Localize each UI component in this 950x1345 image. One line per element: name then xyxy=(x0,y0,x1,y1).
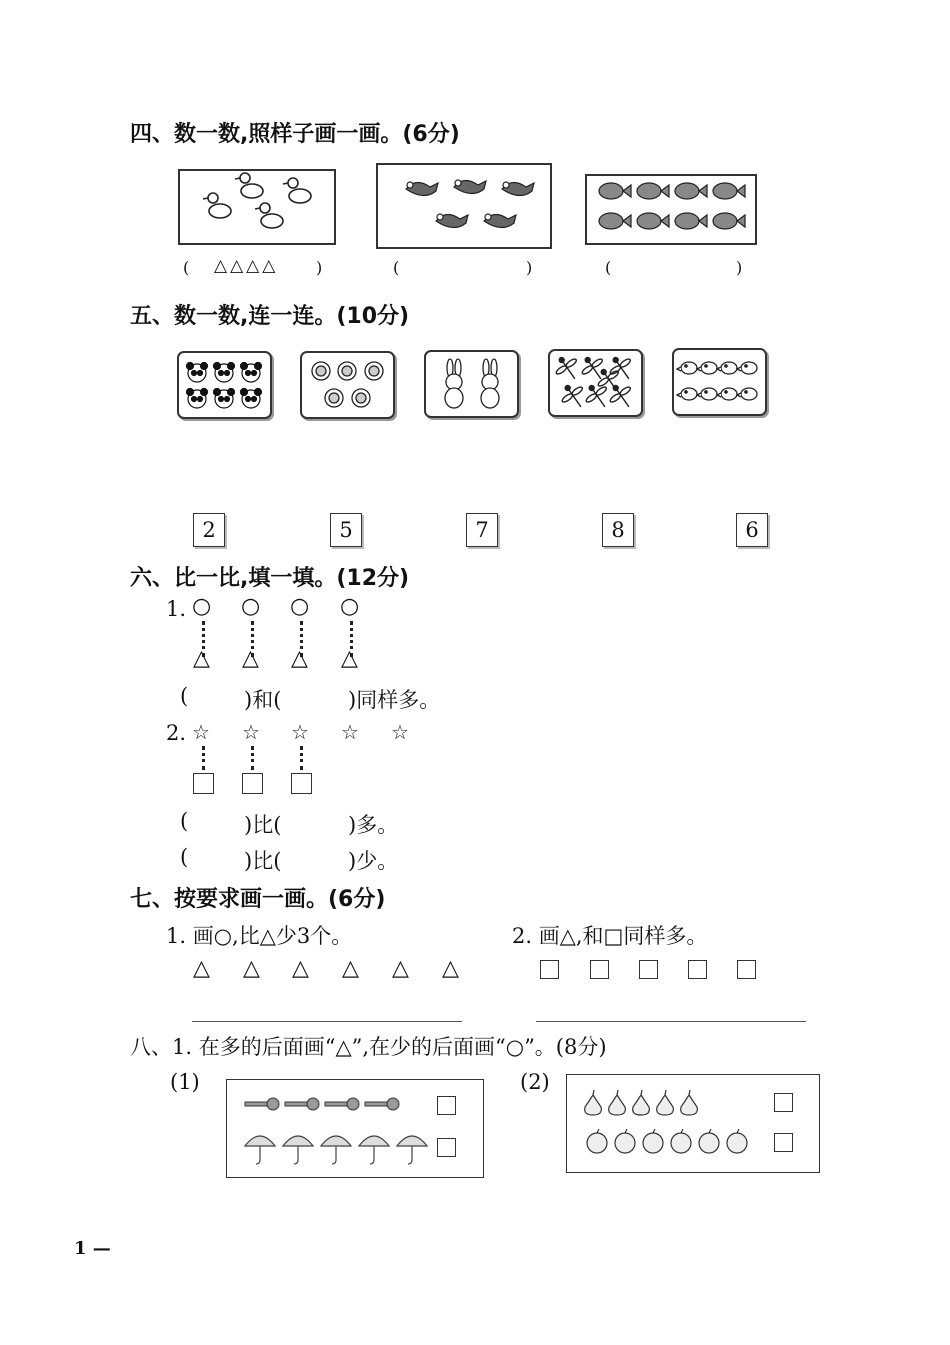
square xyxy=(737,960,756,979)
rabbits-card xyxy=(424,350,519,418)
star-2: ☆ xyxy=(242,720,260,744)
fish-picture-box xyxy=(585,174,757,245)
circle-1: ○ xyxy=(192,594,212,619)
answer-square-keys[interactable] xyxy=(437,1096,456,1115)
sheep-card xyxy=(300,351,395,419)
q2a-fill-open: ( xyxy=(180,809,189,833)
number-box-3[interactable]: 7 xyxy=(466,513,498,547)
answer-paren-close-2: ) xyxy=(526,258,533,277)
panda-icons xyxy=(179,353,270,417)
rabbit-icons xyxy=(426,352,517,416)
triangle: △ xyxy=(292,956,309,981)
section-7-title: 七、按要求画一画。(6分) xyxy=(130,887,386,912)
sheep-icons xyxy=(302,353,393,417)
number-box-4[interactable]: 8 xyxy=(602,513,634,547)
number-box-2[interactable]: 5 xyxy=(330,513,362,547)
number-box-5[interactable]: 6 xyxy=(736,513,768,547)
q2a-fill-end: )多。 xyxy=(348,813,399,837)
sub-question-1-label: (1) xyxy=(170,1070,200,1094)
triangle-2: △ xyxy=(242,646,259,671)
q2b-fill-open: ( xyxy=(180,845,189,869)
answer-square-umbrellas[interactable] xyxy=(437,1138,456,1157)
square xyxy=(590,960,609,979)
q1-fill-mid: )和( xyxy=(244,688,282,712)
triangle: △ xyxy=(392,956,409,981)
answer-square-apples[interactable] xyxy=(774,1133,793,1152)
q2b-fill-mid: )比( xyxy=(244,849,282,873)
dragonflies-card xyxy=(548,349,643,417)
answer-paren-open-2: ( xyxy=(393,258,400,277)
q1-fill-open: ( xyxy=(180,684,189,708)
q2-label: 2. xyxy=(166,721,187,745)
answer-example-triangles: △△△△ xyxy=(214,256,279,276)
star-3: ☆ xyxy=(291,720,309,744)
triangle: △ xyxy=(193,956,210,981)
q2a-fill-mid: )比( xyxy=(244,813,282,837)
square xyxy=(540,960,559,979)
triangle: △ xyxy=(442,956,459,981)
square-3 xyxy=(291,773,312,794)
dotted-connector xyxy=(251,746,257,770)
answer-square-pears[interactable] xyxy=(774,1093,793,1112)
section-5-title: 五、数一数,连一连。(10分) xyxy=(130,304,410,329)
chicks-card xyxy=(672,348,767,416)
section-4-title: 四、数一数,照样子画一画。(6分) xyxy=(130,122,460,147)
q1-fill-end: )同样多。 xyxy=(348,688,441,712)
circle-4: ○ xyxy=(340,594,360,619)
triangle-4: △ xyxy=(341,646,358,671)
pandas-card xyxy=(177,351,272,419)
triangle: △ xyxy=(243,956,260,981)
chick-icons xyxy=(674,350,765,414)
star-5: ☆ xyxy=(391,720,409,744)
section-8-title: 八、1. 在多的后面画“△”,在少的后面画“○”。(8分) xyxy=(130,1035,607,1059)
section-6-title: 六、比一比,填一填。(12分) xyxy=(130,566,410,591)
dotted-connector xyxy=(300,746,306,770)
birds-picture-box xyxy=(376,163,552,249)
bird-icons xyxy=(378,165,550,247)
square xyxy=(688,960,707,979)
number-box-1[interactable]: 2 xyxy=(193,513,225,547)
answer-paren-close-3: ) xyxy=(736,258,743,277)
keys-umbrellas-box xyxy=(226,1079,484,1178)
page-number: 1 — xyxy=(74,1238,111,1259)
star-1: ☆ xyxy=(192,720,210,744)
sec7-q1-text: 1. 画○,比△少3个。 xyxy=(166,924,353,948)
drawing-answer-line-1[interactable] xyxy=(192,1021,462,1022)
ducks-picture-box xyxy=(178,169,336,245)
pear-and-apple-icons xyxy=(567,1075,819,1172)
key-and-umbrella-icons xyxy=(227,1080,483,1177)
square-2 xyxy=(242,773,263,794)
answer-paren-open-1: ( xyxy=(183,258,190,277)
fish-icons xyxy=(587,176,755,243)
dragonfly-icons xyxy=(550,351,641,415)
pears-apples-box xyxy=(566,1074,820,1173)
dotted-connector xyxy=(202,746,208,770)
circle-2: ○ xyxy=(241,594,261,619)
sec7-q2-text: 2. 画△,和□同样多。 xyxy=(512,924,708,948)
circle-3: ○ xyxy=(290,594,310,619)
q1-label: 1. xyxy=(166,597,187,621)
triangle-1: △ xyxy=(193,646,210,671)
answer-paren-close-1: ) xyxy=(316,258,323,277)
star-4: ☆ xyxy=(341,720,359,744)
q2b-fill-end: )少。 xyxy=(348,849,399,873)
drawing-answer-line-2[interactable] xyxy=(536,1021,806,1022)
square-1 xyxy=(193,773,214,794)
duck-icons xyxy=(180,171,334,243)
answer-paren-open-3: ( xyxy=(605,258,612,277)
triangle-3: △ xyxy=(291,646,308,671)
square xyxy=(639,960,658,979)
triangle: △ xyxy=(342,956,359,981)
sub-question-2-label: (2) xyxy=(520,1070,550,1094)
